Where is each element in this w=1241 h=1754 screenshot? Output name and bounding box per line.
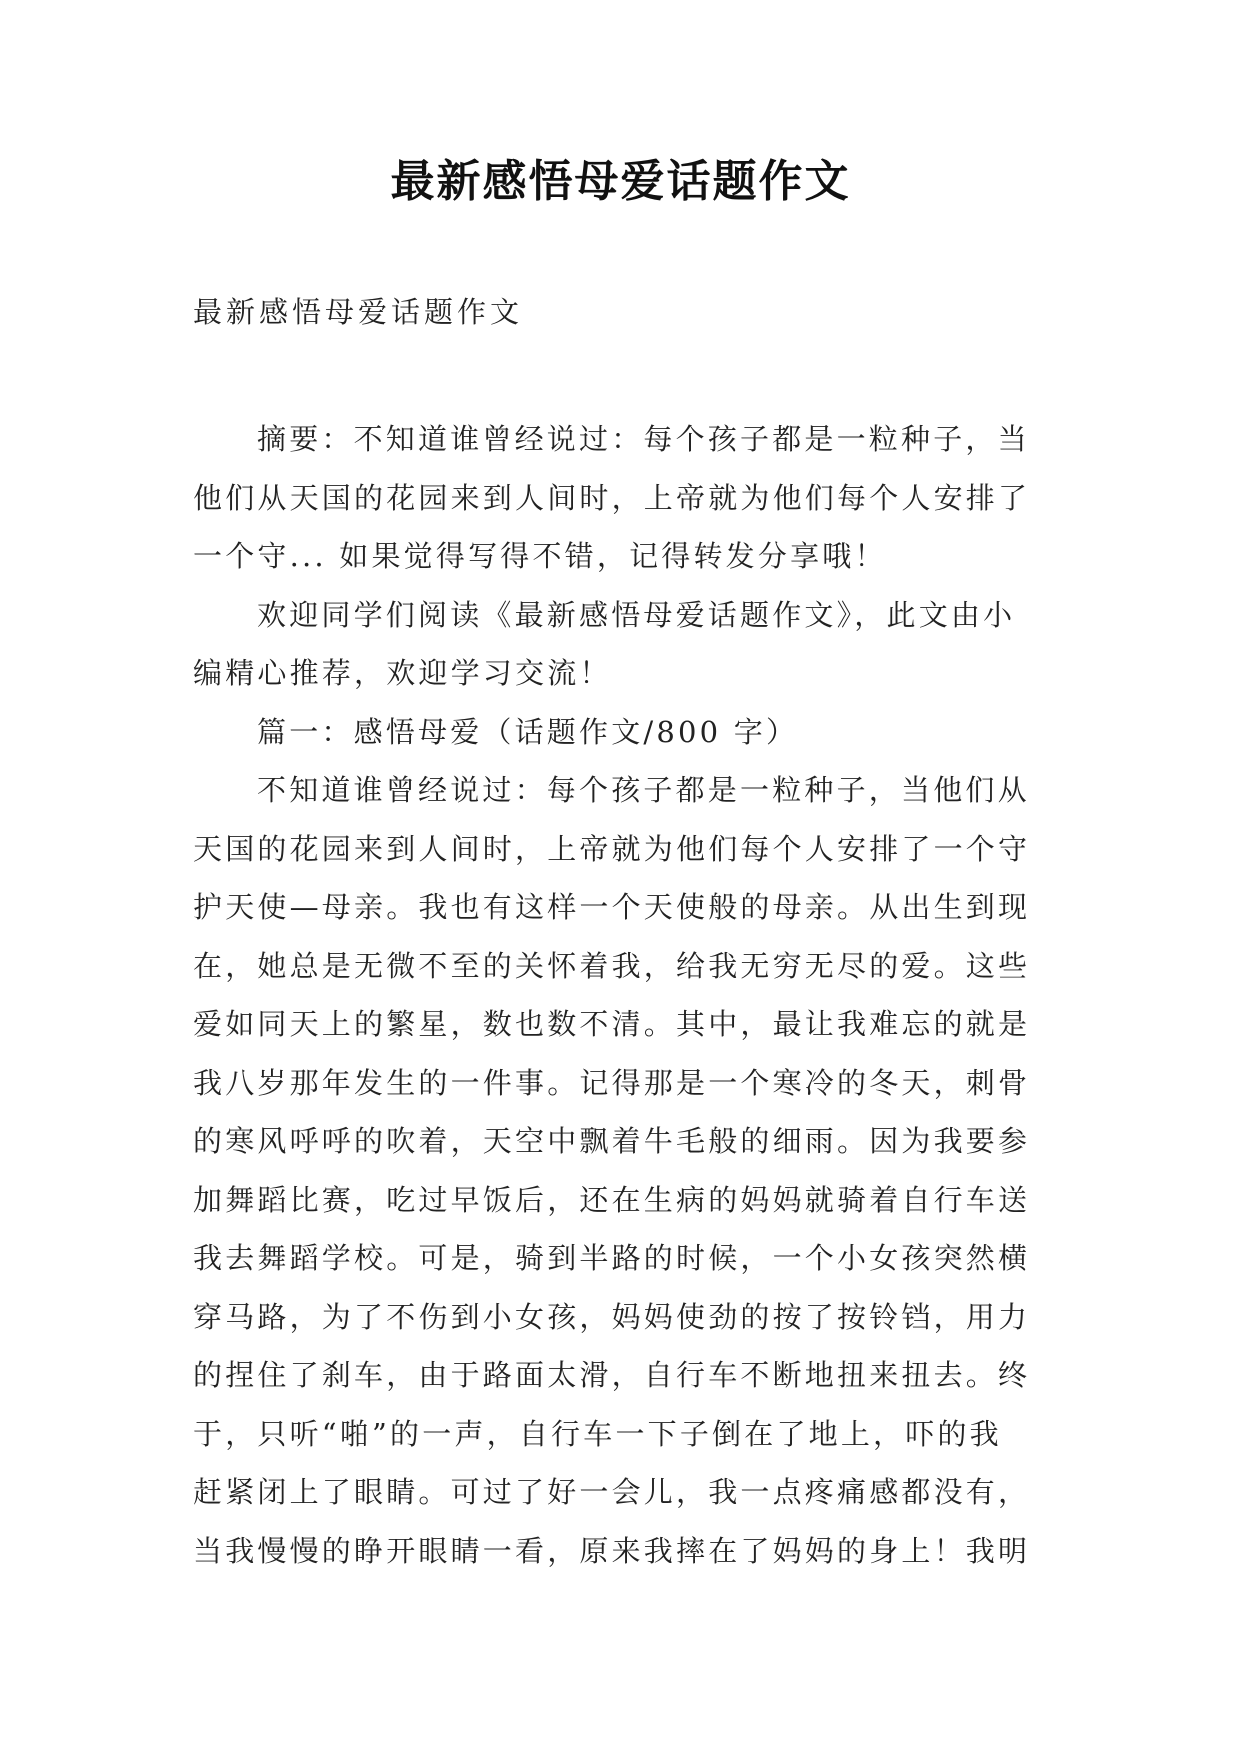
text-line: 我去舞蹈学校。可是，骑到半路的时候，一个小女孩突然横 bbox=[193, 1241, 1031, 1275]
text-line: 一个守... 如果觉得写得不错，记得转发分享哦！ bbox=[193, 539, 887, 573]
text-line: 在，她总是无微不至的关怀着我，给我无穷无尽的爱。这些 bbox=[193, 948, 1031, 983]
text-line: 加舞蹈比赛，吃过早饭后，还在生病的妈妈就骑着自行车送 bbox=[193, 1182, 1031, 1217]
text-line: 于，只听“啪”的一声，自行车一下子倒在了地上，吓的我 bbox=[193, 1416, 1002, 1451]
text-line: 爱如同天上的繁星，数也数不清。其中，最让我难忘的就是 bbox=[193, 1007, 1031, 1041]
text-line: 不知道谁曾经说过：每个孩子都是一粒种子，当他们从 bbox=[257, 773, 1030, 807]
text-line: 天国的花园来到人间时，上帝就为他们每个人安排了一个守 bbox=[193, 831, 1031, 866]
section-heading: 篇一：感悟母爱（话题作文/800 字） bbox=[257, 714, 799, 749]
text-line: 欢迎同学们阅读《最新感悟母爱话题作文》，此文由小 bbox=[257, 597, 1016, 632]
text-line: 赶紧闭上了眼睛。可过了好一会儿，我一点疼痛感都没有， bbox=[193, 1475, 1031, 1509]
document-title: 最新感悟母爱话题作文 bbox=[390, 156, 851, 207]
text-line: 穿马路，为了不伤到小女孩，妈妈使劲的按了按铃铛，用力 bbox=[193, 1299, 1031, 1334]
text-line: 编精心推荐，欢迎学习交流！ bbox=[193, 656, 612, 690]
document-body bbox=[193, 410, 1053, 1580]
text-line: 的寒风呼呼的吹着，天空中飘着牛毛般的细雨。因为我要参 bbox=[193, 1124, 1031, 1158]
text-line: 我八岁那年发生的一件事。记得那是一个寒冷的冬天，刺骨 bbox=[193, 1065, 1031, 1100]
text-line: 摘要：不知道谁曾经说过：每个孩子都是一粒种子，当 bbox=[257, 422, 1030, 456]
text-line: 的捏住了刹车，由于路面太滑，自行车不断地扭来扭去。终 bbox=[193, 1358, 1031, 1392]
document-subtitle: 最新感悟母爱话题作文 bbox=[193, 295, 524, 329]
text-line: 他们从天国的花园来到人间时，上帝就为他们每个人安排了 bbox=[193, 480, 1031, 515]
text-line: 当我慢慢的睁开眼睛一看，原来我摔在了妈妈的身上！我明 bbox=[193, 1533, 1031, 1568]
text-line: 护天使—母亲。我也有这样一个天使般的母亲。从出生到现 bbox=[193, 890, 1031, 924]
